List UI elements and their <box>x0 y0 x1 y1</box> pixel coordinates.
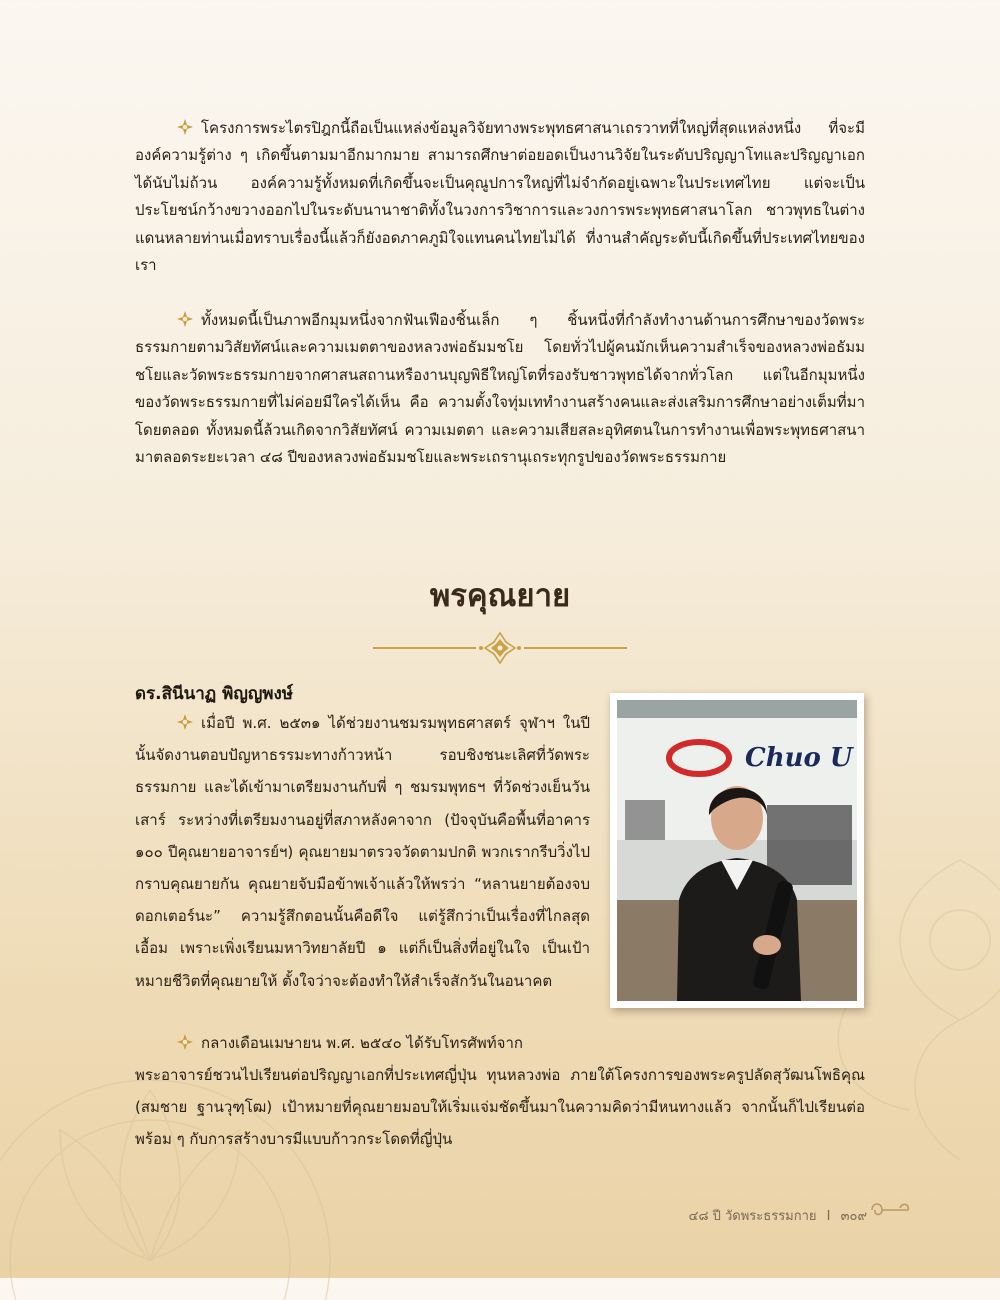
paragraph-phone-call <box>135 1027 590 1059</box>
footer-separator: I <box>826 1209 831 1224</box>
paragraph-tripitaka-project <box>135 115 865 279</box>
paragraph-text: ทั้งหมดนี้เป็นภาพอีกมุมหนึ่งจากฟันเฟืองชิ้นเล็ก ๆ ชิ้นหนึ่งที่กำลังทำงานด้านการศึกษาของวัดพระธรรมกายตามวิสัยทัศน์และความเมตตาของหลวงพ่อธัมมชโย โดยทั่วไปผู้คนมักเห็นความสำเร็จของหลวงพ่อธัมมชโยและวัดพระธรรมกายจากศาสนสถานหรืองานบุญพิธีใหญ่โตที่รองรับชาวพุทธได้จากทั่วโลก แต่ในอีกมุมหนึ่งของวัดพระธรรมกายที่ไม่ค่อยมีใครได้เห็น คือ ความตั้งใจทุ่มเททำงานสร้างคนและส่งเสริมการศึกษาอย่างเต็มที่มาโดยตลอด ทั้งหมดนี้ล้วนเกิดจากวิสัยทัศน์ ความเมตตา และความเสียสละอุทิศตนในการทำงานเพื่อพระพุทธศาสนามาตลอดระยะเวลา ๔๘ ปีของหลวงพ่อธัมมชโยและพระเถรานุเถระทุกรูปของวัดพระธรรมกาย <box>135 311 865 467</box>
author-name: ดร.สินีนาฏ พิญญพงษ์ <box>135 684 294 704</box>
paragraph-text: โครงการพระไตรปิฎกนี้ถือเป็นแหล่งข้อมูลวิจัยทางพระพุทธศาสนาเถรวาทที่ใหญ่ที่สุดแหล่งหนึ่ง ที่จะมีองค์ความรู้ต่าง ๆ เกิดขึ้นตามมาอีกมากมาย สามารถศึกษาต่อยอดเป็นงานวิจัยในระดับปริญญาโทและปริญญาเอกได้นับไม่ถ้วน องค์ความรู้ทั้งหมดที่เกิดขึ้นจะเป็นคุณูปการใหญ่ที่ไม่จำกัดอยู่เฉพาะในประเทศไทย แต่จะเป็นประโยชน์กว้างขวางออกไปในระดับนานาชาติทั้งในวงการวิชาการและวงการพระพุทธศาสนาโลก ชาวพุทธในต่างแดนหลายท่านเมื่อทราบเรื่องนี้แล้วก็ยังอดภาคภูมิใจแทนคนไทยไม่ได้ ที่งานสำคัญระดับนี้เกิดขึ้นที่ประเทศไทยของเรา <box>135 119 865 275</box>
sign-text: Chuo U <box>745 743 853 773</box>
paragraph-education-vision <box>135 307 865 471</box>
author-photo <box>610 693 864 1008</box>
paragraph-blessing-story <box>135 707 590 997</box>
diamond-flower-bullet-icon <box>177 714 193 730</box>
paragraph-text: กลางเดือนเมษายน พ.ศ. ๒๕๔๐ ได้รับโทรศัพท์จาก <box>201 1034 523 1052</box>
paragraph-text: เมื่อปี พ.ศ. ๒๕๓๑ ได้ช่วยงานชมรมพุทธศาสตร์ จุฬาฯ ในปีนั้นจัดงานตอบปัญหาธรรมะทางก้าวหน้า รอบชิงชนะเลิศที่วัดพระธรรมกาย และได้เข้ามาเตรียมงานกับพี่ ๆ ชมรมพุทธฯ ที่วัดช่วงเย็นวันเสาร์ ระหว่างที่เตรียมงานอยู่ที่สภาหลังคาจาก (ปัจจุบันคือพื้นที่อาคาร ๑๐๐ ปีคุณยายอาจารย์ฯ) คุณยายมาตรวจวัดตามปกติ พวกเรากรีบวิ่งไปกราบคุณยายกัน คุณยายจับมือข้าพเจ้าแล้วให้พรว่า “หลานยายต้องจบดอกเตอร์นะ” ความรู้สึกตอนนั้นคือดีใจ แต่รู้สึกว่าเป็นเรื่องที่ไกลสุดเอื้อม เพราะเพิ่งเรียนมหาวิทยาลัยปี ๑ แต่ก็เป็นสิ่งที่อยู่ในใจ เป็นเป้าหมายชีวิตที่คุณยายให้ ตั้งใจว่าจะต้องทำให้สำเร็จสักวันในอนาคต <box>135 714 590 990</box>
diamond-flower-bullet-icon <box>177 311 193 327</box>
portrait-photo-image <box>617 700 857 1001</box>
footer-book-title: ๔๘ ปี วัดพระธรรมกาย <box>688 1209 817 1224</box>
swirl-ornament-icon <box>868 1198 912 1222</box>
diamond-flower-bullet-icon <box>177 119 193 135</box>
ornament-divider-icon <box>370 628 630 668</box>
diamond-flower-bullet-icon <box>177 1034 193 1050</box>
page-number: ๓๐๙ <box>840 1209 867 1224</box>
paragraph-japan-study: พระอาจารย์ชวนไปเรียนต่อปริญญาเอกที่ประเทศญี่ปุ่น ทุนหลวงพ่อ ภายใต้โครงการของพระครูปลัดสุวัฒนโพธิคุณ (สมชาย ฐานวุฑฺโฒ) เป้าหมายที่คุณยายมอบให้เริ่มแจ่มชัดขึ้นมาในความคิดว่ามีหนทางแล้ว จากนั้นก็ไปเรียนต่อพร้อม ๆ กับการสร้างบารมีแบบก้าวกระโดดที่ญี่ปุ่น <box>135 1066 865 1148</box>
page-footer <box>689 1205 867 1226</box>
section-title: พรคุณยาย <box>429 578 571 614</box>
